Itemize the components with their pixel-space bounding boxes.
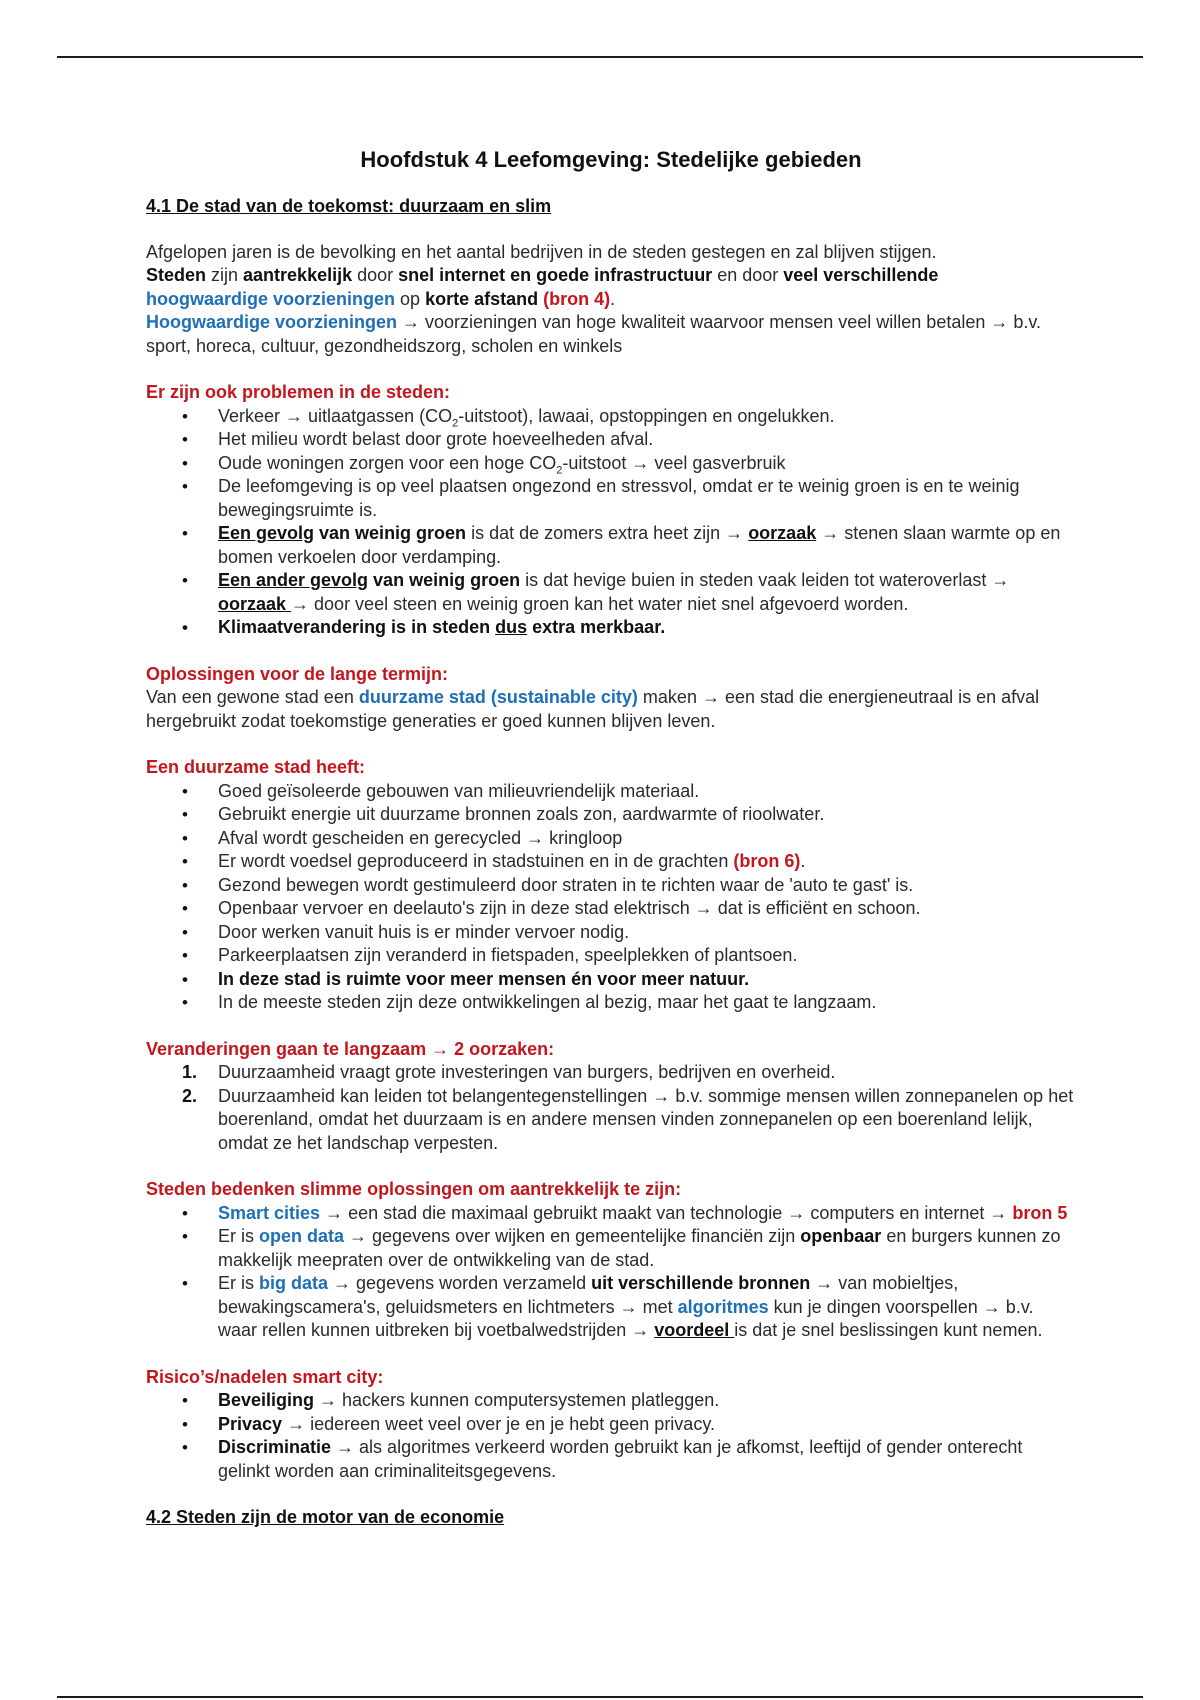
list-item: • In de meeste steden zijn deze ontwikkelingen al bezig, maar het gaat te langzaam. <box>146 991 1076 1015</box>
problems-list <box>146 405 1076 640</box>
list-item: • Gebruikt energie uit duurzame bronnen zoals zon, aardwarmte of rioolwater. <box>146 803 1076 827</box>
list-item: • Een gevolg van weinig groen is dat de zomers extra heet zijn → oorzaak → stenen slaan warmte op en bomen verkoelen door verdamping. <box>146 522 1076 569</box>
list-item: • In deze stad is ruimte voor meer mensen én voor meer natuur. <box>146 968 1076 992</box>
list-item: • Er is big data → gegevens worden verzameld uit verschillende bronnen → van mobieltjes, bewakingscamera's, geluidsmeters en lichtmeters → met algoritmes kun je dingen voorspellen → b.v. waar rellen kunnen uitbreken bij voetbalwedstrijden → voordeel is dat je snel beslissingen kunt nemen. <box>146 1272 1076 1343</box>
definition-paragraph: Hoogwaardige voorzieningen → voorzieningen van hoge kwaliteit waarvoor mensen veel willen betalen → b.v. sport, horeca, cultuur, gezondheidszorg, scholen en winkels <box>146 312 1042 356</box>
list-item: 2. Duurzaamheid kan leiden tot belangentegenstellingen → b.v. sommige mensen willen zonnepanelen op het boerenland, omdat het duurzaam is en andere mensen vinden zonnepanelen op een boerenland lelijk, omdat ze het landschap verpesten. <box>182 1085 1074 1153</box>
sustainable-city-list <box>146 780 1076 1015</box>
list-item: • Klimaatverandering is in steden dus extra merkbaar. <box>146 616 1076 640</box>
smart-solutions-heading: Steden bedenken slimme oplossingen om aantrekkelijk te zijn: <box>146 1179 682 1199</box>
list-item: • Verkeer → uitlaatgassen $(CO_2-uitstoot)$, lawaai, opstoppingen en ongelukken. <box>146 405 1076 429</box>
list-item: • Beveiliging → hackers kunnen computersystemen platleggen. <box>146 1389 1076 1413</box>
long-term-paragraph: Van een gewone stad een duurzame stad (sustainable city) maken → een stad die energieneutraal is en afval hergebruikt zodat toekomstige generaties er goed kunnen blijven leven. <box>146 687 1040 731</box>
list-item: • Gezond bewegen wordt gestimuleerd door straten in te richten waar de 'auto te gast' is. <box>146 874 1076 898</box>
risks-list <box>146 1389 1076 1483</box>
list-item: • Een ander gevolg van weinig groen is dat hevige buien in steden vaak leiden tot wateroverlast → oorzaak → door veel steen en weinig groen kan het water niet snel afgevoerd worden. <box>146 569 1076 616</box>
top-rule <box>57 56 1143 58</box>
list-item: • Discriminatie → als algoritmes verkeerd worden gebruikt kan je afkomst, leeftijd of gender onterecht gelinkt worden aan criminaliteitsgegevens. <box>146 1436 1076 1483</box>
list-item: • Het milieu wordt belast door grote hoeveelheden afval. <box>146 428 1076 452</box>
list-item: • Door werken vanuit huis is er minder vervoer nodig. <box>146 921 1076 945</box>
long-term-heading: Oplossingen voor de lange termijn: <box>146 663 449 684</box>
list-item: 1. Duurzaamheid vraagt grote investeringen van burgers, bedrijven en overheid. <box>182 1062 836 1082</box>
smart-solutions-list <box>146 1202 1076 1343</box>
list-item: • Oude woningen zorgen voor een hoge $CO_2$-uitstoot → veel gasverbruik <box>146 452 1076 476</box>
causes-list <box>146 1061 1076 1155</box>
source-reference: (bron 4) <box>543 288 611 309</box>
risks-heading: Risico’s/nadelen smart city: <box>146 1366 384 1387</box>
term-hoogwaardige-voorzieningen: hoogwaardige voorzieningen <box>146 288 396 309</box>
slow-change-heading: Veranderingen gaan te langzaam → 2 oorzaken: <box>146 1038 555 1059</box>
page-title: Hoofdstuk 4 Leefomgeving: Stedelijke gebieden <box>360 147 862 172</box>
problems-heading: Er zijn ook problemen in de steden: <box>146 382 451 402</box>
list-item: • Er wordt voedsel geproduceerd in stadstuinen en in de grachten (bron 6). <box>146 850 1076 874</box>
document-body <box>146 146 1076 1530</box>
list-item: • Parkeerplaatsen zijn veranderd in fietspaden, speelplekken of plantsoen. <box>146 944 1076 968</box>
list-item: • De leefomgeving is op veel plaatsen ongezond en stressvol, omdat er te weinig groen is en te weinig bewegingsruimte is. <box>146 475 1076 522</box>
section-heading-4-1: 4.1 De stad van de toekomst: duurzaam en slim <box>146 196 552 216</box>
list-item: • Afval wordt gescheiden en gerecycled → kringloop <box>146 827 1076 851</box>
sustainable-city-heading: Een duurzame stad heeft: <box>146 757 366 777</box>
list-item: • Er is open data → gegevens over wijken en gemeentelijke financiën zijn openbaar en burgers kunnen zo makkelijk meepraten over de ontwikkeling van de stad. <box>146 1225 1076 1272</box>
bottom-rule <box>57 1696 1143 1698</box>
list-item: • Goed geïsoleerde gebouwen van milieuvriendelijk materiaal. <box>146 780 1076 804</box>
list-item: • Privacy → iedereen weet veel over je en je hebt geen privacy. <box>146 1413 1076 1437</box>
intro-paragraph: Afgelopen jaren is de bevolking en het aantal bedrijven in de steden gestegen en zal blijven stijgen. Steden zijn aantrekkelijk door snel internet en goede infrastructuur en door veel verschillende hoogwaardige voorzieningen op korte afstand (bron 4). <box>146 241 939 309</box>
section-heading-4-2: 4.2 Steden zijn de motor van de economie <box>146 1507 505 1527</box>
list-item: • Smart cities → een stad die maximaal gebruikt maakt van technologie → computers en internet → bron 5 <box>146 1202 1076 1226</box>
list-item: • Openbaar vervoer en deelauto's zijn in deze stad elektrisch → dat is efficiënt en schoon. <box>146 897 1076 921</box>
